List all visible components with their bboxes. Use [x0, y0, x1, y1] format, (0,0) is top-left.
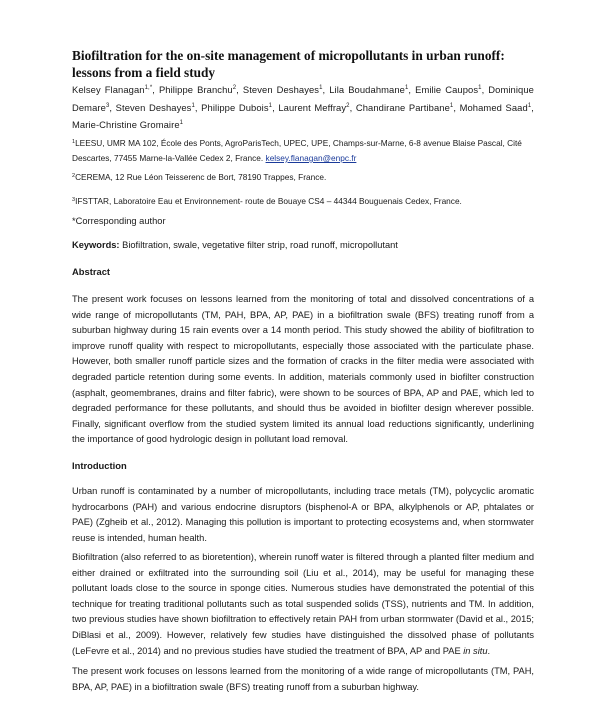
abstract-heading: Abstract — [72, 266, 111, 277]
intro-paragraph-3: The present work focuses on lessons learned from the monitoring of a wide range of micropollutants (TM, PAH, BPA, AP, PAE) in a biofiltration swale (BFS) treating runoff from a suburban highway. — [72, 666, 534, 692]
author-email-link[interactable]: kelsey.flanagan@enpc.fr — [265, 153, 357, 163]
intro-paragraph-2: Biofiltration (also referred to as bioretention), wherein runoff water is filtered through a planted filter medium and either drained or exfiltrated into the surrounding soil (Liu et al., 2014), may be useful for managing these pollutant loads close to the source in sponge cities. Numerous studies have demonstrated the potential of this technique for treating traditional pollutants such as total suspended solids (TSS), nutrients and TM. In addition, two previous studies have shown biofiltration to effectively retain PAH from urban stormwater (David et al., 2015; DiBlasi et al., 2009). However, relatively few studies have distinguished the dissolved phase of pollutants (LeFevre et al., 2014) and no previous studies have studied the treatment of BPA, AP and PAE in situ. — [72, 552, 534, 656]
author: Philippe Branchu$^2$, — [158, 84, 243, 95]
author: Kelsey Flanagan$^{1,*}$, — [72, 84, 159, 95]
author: Lila Boudahmane$^1$, — [329, 84, 416, 95]
author: Mohamed Saad$^1$, — [459, 101, 534, 113]
author: Steven Deshayes$^1$, — [242, 84, 330, 95]
author: Chandirane Partibane$^1$, — [355, 101, 460, 113]
affiliation-2: $^2$CEREMA, 12 Rue Léon Teisserenc de Bort, 78190 Trappes, France. — [72, 172, 327, 182]
intro-paragraph-1: Urban runoff is contaminated by a number of micropollutants, including trace metals (TM), polycyclic aromatic hydrocarbons (PAH) and various endocrine disruptors (bisphenol-A or BPA, alkylphenols or AP, phtalates or PAE) (Zgheib et al., 2012). Managing this pollution is important to protecting ecosystems and, when stormwater reuse is intended, human health. — [72, 486, 534, 543]
affiliation-3: $^3$IFSTTAR, Laboratoire Eau et Environnement- route de Bouaye CS4 – 44344 Bouguenais Cedex, France. — [72, 196, 462, 206]
affiliation-1: $^1$LEESU, UMR MA 102, École des Ponts, AgroParisTech, UPEC, UPE, Champs-sur-Marne, 6-8 avenue Blaise Pascal, Cité Descartes, 77455 Marne-la-Vallée Cedex 2, France. kelsey.flanagan@enpc.fr — [72, 138, 522, 163]
paper-title: Biofiltration for the on-site management of micropollutants in urban runoff: lessons from a field study — [72, 48, 505, 80]
keywords-text: Biofiltration, swale, vegetative filter strip, road runoff, micropollutant — [122, 240, 398, 250]
author: Marie-Christine Gromaire$^1$ — [72, 119, 184, 131]
author: Laurent Meffray$^2$, — [278, 101, 356, 113]
keywords-label: Keywords: — [72, 240, 120, 250]
author: Steven Deshayes$^1$, — [115, 101, 202, 113]
introduction-heading: Introduction — [72, 460, 127, 471]
author: Philippe Dubois$^1$, — [201, 101, 279, 113]
corresponding-author-note: *Corresponding author — [72, 216, 166, 226]
abstract-text: The present work focuses on lessons learned from the monitoring of total and dissolved concentrations of a wide range of micropollutants (TM, PAH, BPA, AP, PAE) in a biofiltration swale (BFS) treating runoff from a suburban highway during 15 rain events over a 14 month period. This study showed the ability of biofiltration to improve runoff quality with respect to micropollutants, especially those associated with the particulate phase. However, both smaller runoff particle sizes and the formation of cracks in the filter media were associated with degraded particle retention during some events. In addition, materials commonly used in biofilter construction (asphalt, geomembranes, drains and filter fabric), were shown to be sources of BPA, AP and PAE, which led to degraded performance for these pollutants, and should thus be avoided in biofilter design wherever possible. Finally, significant overflow from the studied system limited its annual load reductions significantly, underlining the importance of good hydrologic design in pollutant load removal. — [72, 294, 534, 445]
keywords-line — [72, 238, 534, 254]
author: Emilie Caupos$^1$, — [415, 84, 489, 95]
author-list — [72, 81, 534, 134]
author: Dominique Demare$^3$, — [72, 84, 534, 113]
